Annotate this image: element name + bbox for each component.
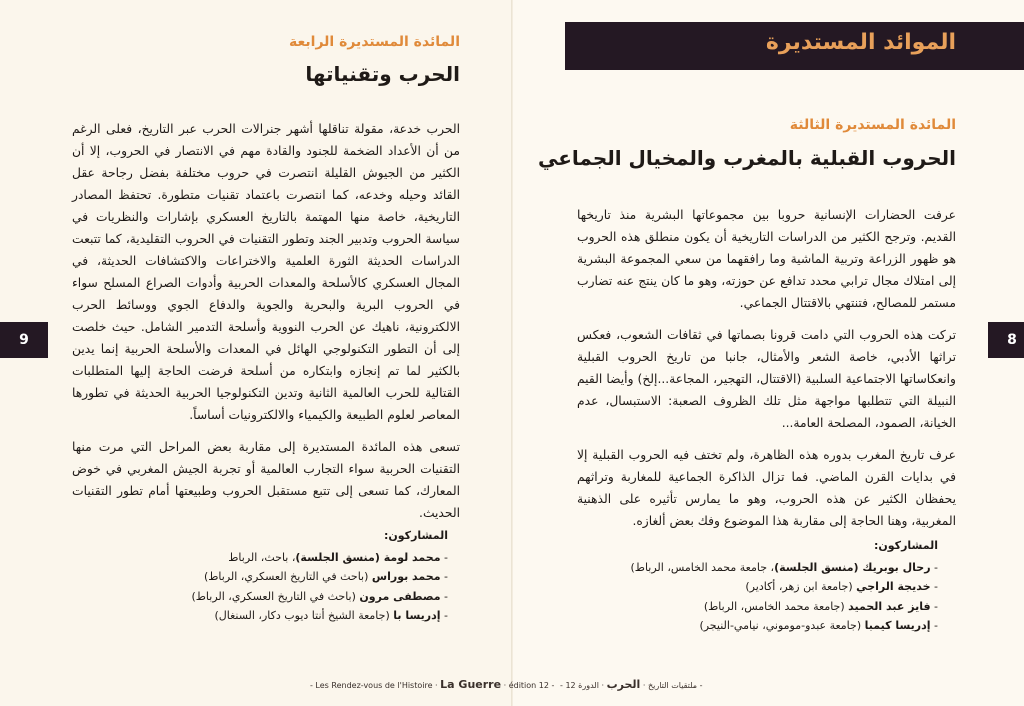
paragraph: عرفت الحضارات الإنسانية حروبا بين مجموعاتها البشرية منذ تاريخها القديم. وترجح الكثير من الدراسات التاريخية أن يكون منطلق هذه الحروب هو ظهور الزراعة وتربية الماشية وما رافقهما من سعي المجموعة البشرية إلى امتلاك مجال ترابي محدد تدافع عن حوزته، وهو ما كان ينتج عنه تضارب مستمر للمصالح، فتنتهي بالاقتتال الجماعي. [577, 208, 956, 310]
article-title-war-techniques: الحرب وتقنياتها [305, 62, 460, 86]
participants-heading: المشاركون: [383, 529, 448, 542]
participant-item: - خديجة الراجي (جامعة ابن زهر، أكادير) [745, 580, 938, 593]
participant-item: - مصطفى مرون (باحث في التاريخ العسكري، الرباط) [191, 589, 448, 603]
page-number-tab-left: 9 [0, 322, 48, 358]
page-number-tab-right: 8 [988, 322, 1024, 358]
participants-heading: المشاركون: [873, 539, 938, 552]
participant-item: - فايز عبد الحميد (جامعة محمد الخامس، الرباط) [703, 599, 938, 613]
paragraph: تسعى هذه المائدة المستديرة إلى مقاربة بعض المراحل التي مرت منها التقنيات الحربية سواء التجارب العالمية أو تجربة الجيش المغربي في خوض المعارك، كما تسعى إلى تتبع مستقبل الحروب وطبيعتها أمام تطور التقنيات الحديث. [72, 440, 460, 520]
paragraph: الحرب خدعة، مقولة تناقلها أشهر جنرالات الحرب عبر التاريخ، فعلى الرغم من أن الأعداد الضخمة للجنود والقادة مهم في الانتصار في الحروب، إلا أن الكثير من الجيوش القليلة انتصرت في حروب مختلفة بفضل رجاحة عقل القائد وحيله وخدعه، كما انتصرت باعتماد تقنيات متطورة. تحتفظ المصادر التاريخية، خاصة منها المهتمة بالتاريخ العسكري بإشارات والنظريات في سياسة الحروب وتدبير الجند وتطور التقنيات في الحروب التقليدية، كما تتبعت الدراسات الحديثة الثورة العلمية والاختراعات والاكتشافات الحديثة، في المجال العسكري كالأسلحة والمعدات الحربية وأدوات الصراع المسلح سواء في الحروب البرية والبحرية والجوية والدفاع الجوي ووسائط الحرب الالكترونية، ناهيك عن الحرب النووية وأسلحة التدمير الشامل. حيث خلصت إلى أن التطور التكنولوجي الهائل في المعدات والأسلحة الحربية إنما يدين بالكثير لما تم إنجازه وابتكاره من أسلحة فرضت الحاجة إليها المتطلبات القتالية للحرب العالمية الثانية وتدين التكنولوجيا الحربية الحديثة في تطورها المعاصر لعلوم الطبيعة والكيمياء والالكترونيات أساساً. [72, 122, 460, 422]
participants-list-third [630, 536, 938, 636]
footer-right: - ملتقيات التاريخ · الحرب · الدورة 12 - [560, 678, 703, 691]
footer-left: - Les Rendez-vous de l'Histoire · La Guerre · édition 12 - [310, 678, 555, 691]
article-title-tribal-wars: الحروب القبلية بالمغرب والمخيال الجماعي [538, 146, 956, 170]
book-spine [511, 0, 513, 706]
article-body-war-techniques [72, 118, 460, 524]
participant-item: - رحال بوبريك (منسق الجلسة)، جامعة محمد الخامس، الرباط) [630, 560, 938, 574]
paragraph: عرف تاريخ المغرب بدوره هذه الظاهرة، ولم تختف فيه الحروب القبلية إلا في بدايات القرن الماضي. فما تزال الذاكرة الجماعية للمغاربة وتراثهم يحفظان الكثير عن هذه الحروب، وهو ما يمارس تأثيره على الذهنية المغربية، وهنا الحاجة إلى مقاربة هذا الموضوع وفك بعض ألغازه. [577, 448, 956, 528]
participant-item: - إدريسا با (جامعة الشيخ أنتا ديوب دكار، السنغال) [214, 609, 448, 622]
article-body-tribal-wars [577, 204, 956, 532]
participant-item: - محمد بوراس (باحث في التاريخ العسكري، الرباط) [203, 570, 448, 583]
roundtable-label-third: المائدة المستديرة الثالثة [789, 117, 956, 133]
participants-list-fourth [191, 526, 448, 626]
roundtable-label-fourth: المائدة المستديرة الرابعة [289, 34, 460, 50]
participant-item: - محمد لومة (منسق الجلسة)، باحث، الرباط [228, 550, 448, 564]
paragraph: تركت هذه الحروب التي دامت قرونا بصماتها في ثقافات الشعوب، فعكس تراثها الأدبي، خاصة الشعر والأمثال، جانبا من تاريخ الحروب القبلية وانعكاساتها الاجتماعية السلبية (الاقتتال، التهجير، المجاعة...إلخ) وأيضا القيم النبيلة التي تتطلبها مواجهة مثل تلك الظروف الصعبة: الاستبسال، عدم الخيانة، الصمود، المصلحة العامة... [577, 328, 956, 430]
section-header-bar [565, 22, 1024, 70]
participant-item: - إدريسا كيمبا (جامعة عبدو-موموني، نيامي-النيجر) [699, 619, 938, 632]
section-header-title: الموائد المستديرة [765, 30, 956, 55]
